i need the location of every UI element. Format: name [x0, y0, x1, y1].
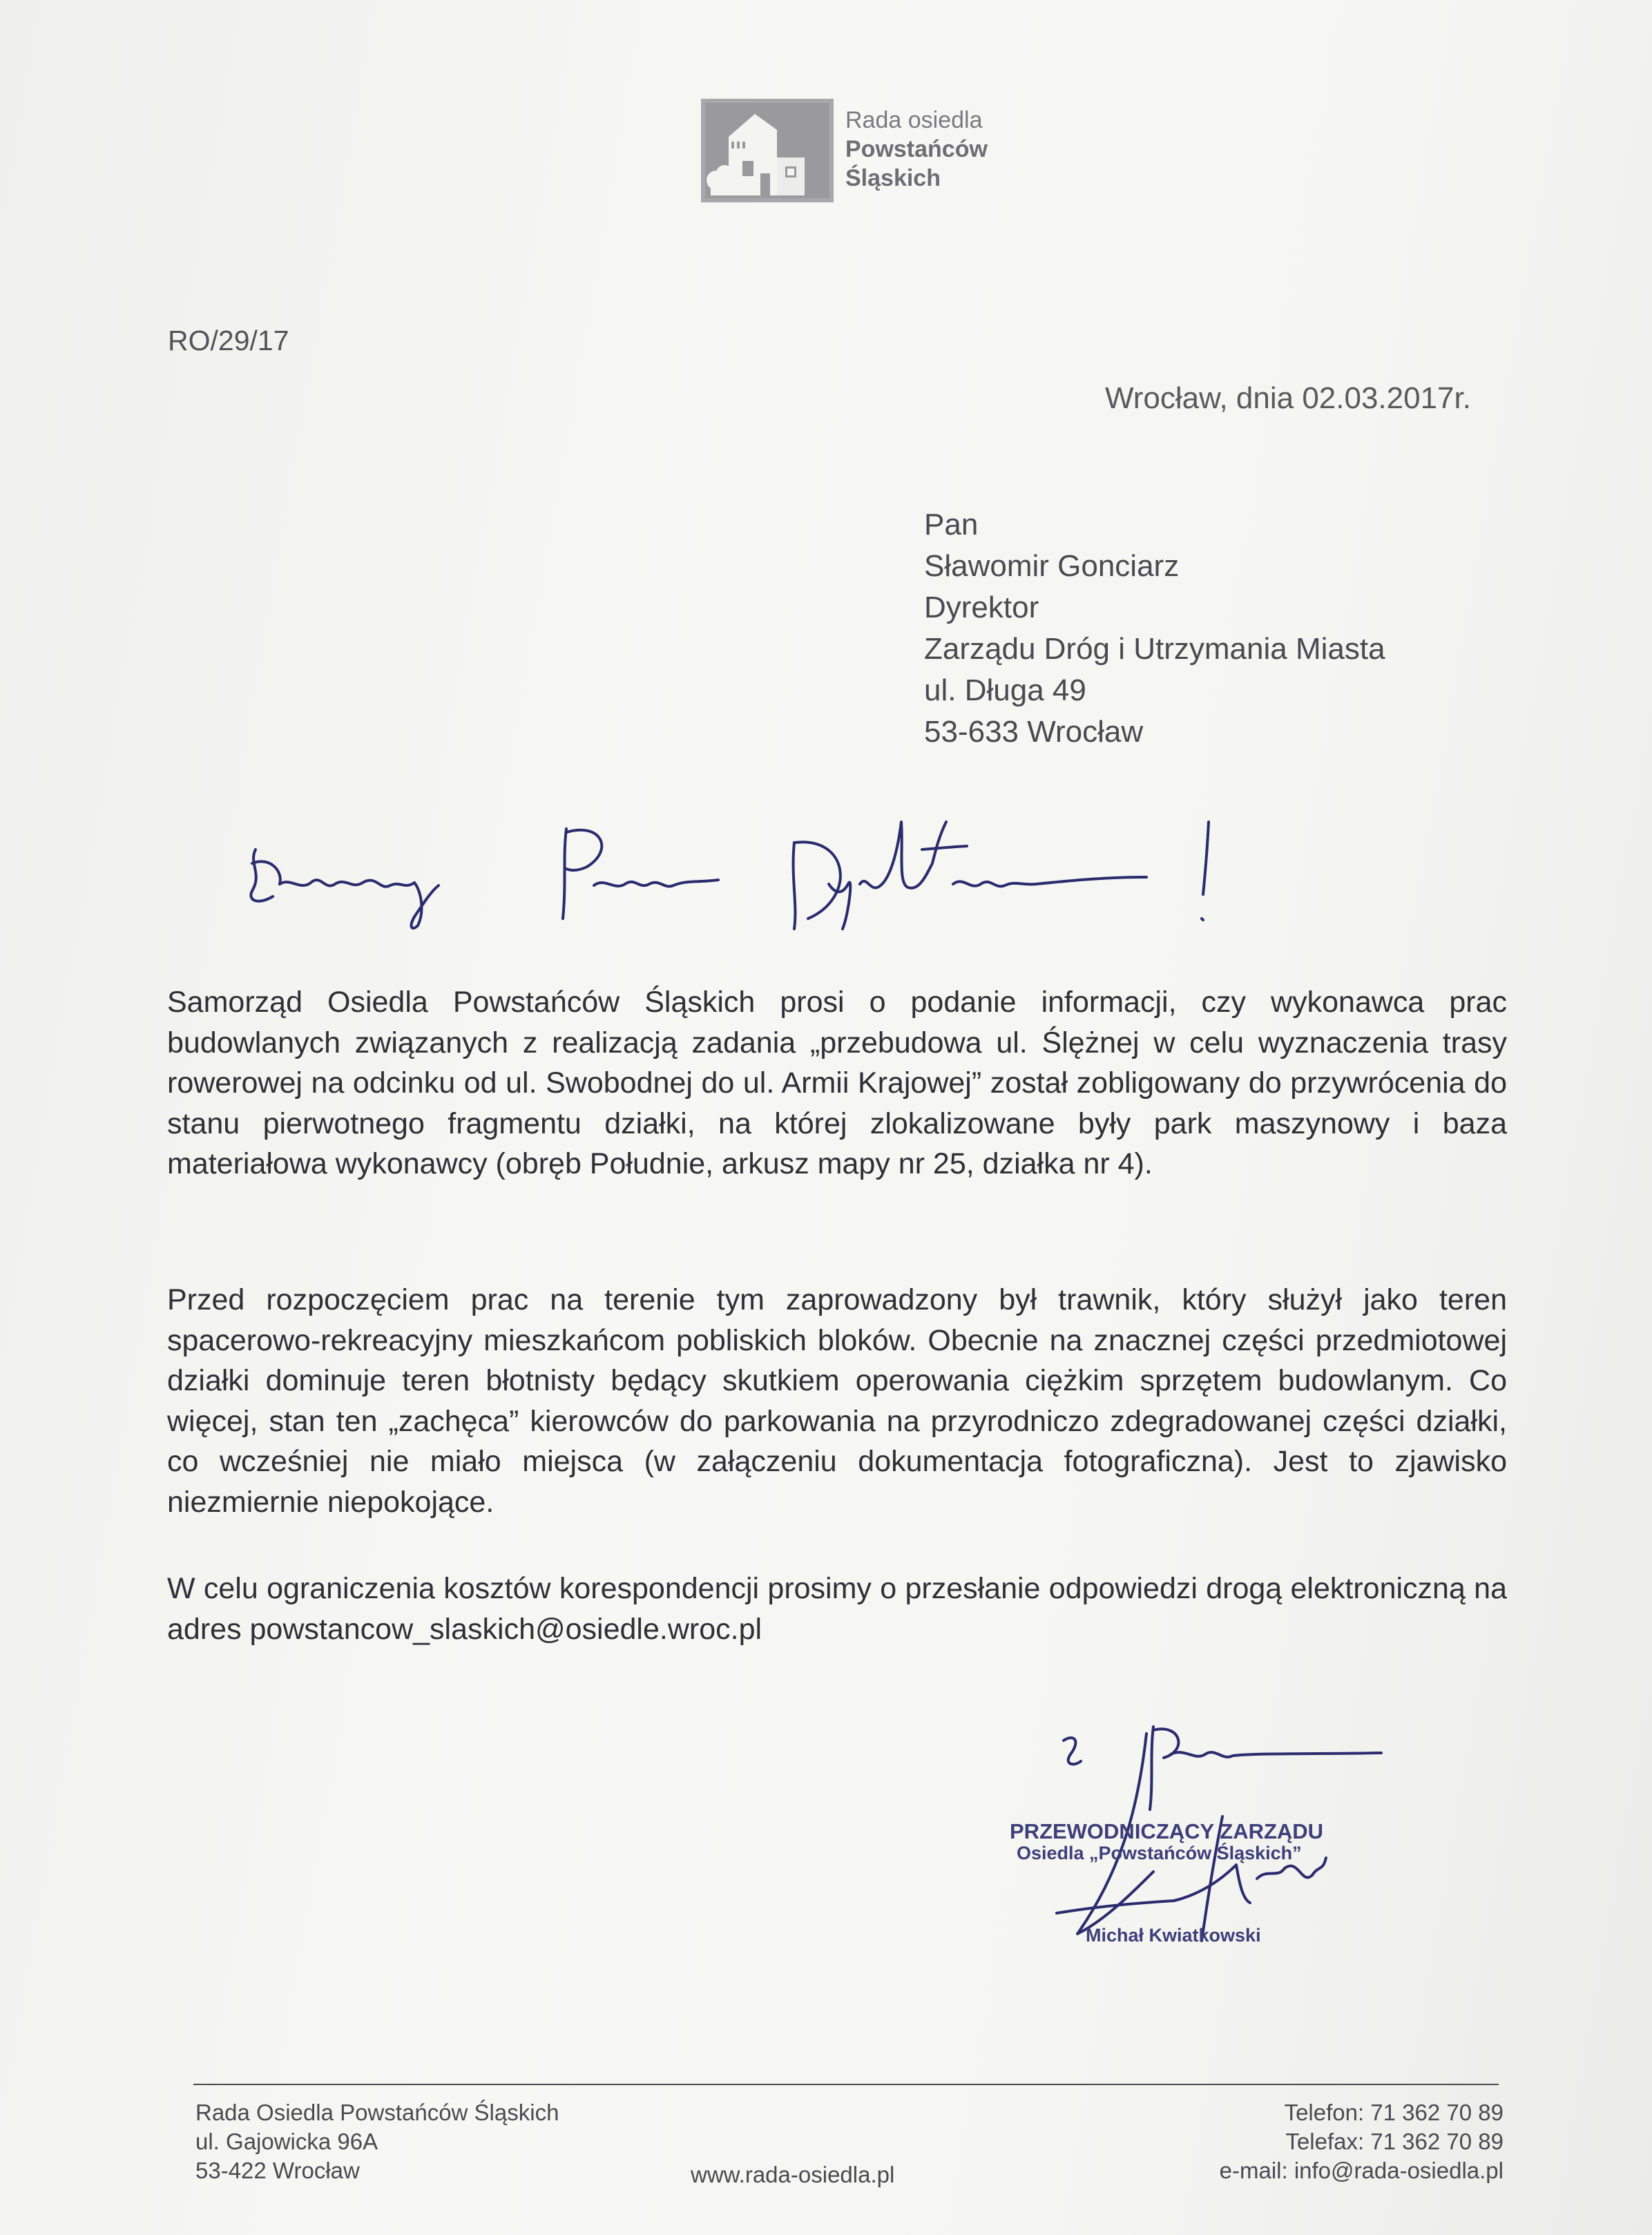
footer-email: e-mail: info@rada-osiedla.pl: [1219, 2158, 1504, 2183]
recipient-line: Zarządu Dróg i Utrzymania Miasta: [924, 632, 1385, 666]
footer-org: Rada Osiedla Powstańców Śląskich: [195, 2100, 559, 2125]
footer-phone: Telefon: 71 362 70 89: [1284, 2100, 1504, 2125]
house-logo-icon: [701, 99, 834, 204]
body-paragraph: Przed rozpoczęciem prac na terenie tym zaprowadzony był trawnik, który służył jako teren spacerowo-rekreacyjny mieszkańcom pobliskich bloków. Obecnie na znacznej części przedmiotowej działki dominuje teren błotnisty będący skutkiem operowania ciężkim sprzętem budowlanym. Co więcej, stan ten „zachęca” kierowców do parkowania na przyrodniczo zdegradowanej części działki, co wcześniej nie miało miejsca (w załączeniu dokumentacja fotograficzna). Jest to zjawisko niezmiernie niepokojące.: [167, 1283, 1507, 1519]
footer-website: www.rada-osiedla.pl: [691, 2162, 895, 2187]
reference-number: RO/29/17: [168, 325, 289, 356]
handwritten-salutation: [242, 808, 1243, 939]
recipient-line: Dyrektor: [924, 591, 1039, 624]
footer-city: 53-422 Wrocław: [195, 2158, 360, 2183]
logo-text: [845, 106, 988, 193]
recipient-address: [924, 504, 1385, 753]
letter-date: Wrocław, dnia 02.03.2017r.: [1105, 381, 1471, 415]
recipient-line: Sławomir Gonciarz: [924, 549, 1180, 583]
footer-address: [195, 2098, 559, 2185]
official-stamp: [1010, 1819, 1323, 1946]
body-paragraph: W celu ograniczenia kosztów korespondencji prosimy o przesłanie odpowiedzi drogą elektroniczną na adres powstancow_slaskich@osiedle.wroc.pl: [167, 1572, 1507, 1646]
stamp-title: PRZEWODNICZĄCY ZARZĄDU: [1010, 1819, 1324, 1843]
recipient-line: Pan: [924, 508, 979, 541]
body-paragraph: Samorząd Osiedla Powstańców Śląskich prosi o podanie informacji, czy wykonawca prac budowlanych związanych z realizacją zadania „przebudowa ul. Ślężnej w celu wyznaczenia trasy rowerowej na odcinku od ul. Swobodnej do ul. Armii Krajowej” został zobligowany do przywrócenia do stanu pierwotnego fragmentu działki, na której zlokalizowane były park maszynowy i baza materiałowa wykonawcy (obręb Południe, arkusz mapy nr 25, działka nr 4).: [167, 986, 1507, 1180]
recipient-line: ul. Długa 49: [924, 673, 1086, 707]
footer-fax: Telefax: 71 362 70 89: [1285, 2129, 1504, 2154]
logo-line-1: Rada osiedla: [845, 107, 983, 133]
stamp-organization: Osiedla „Powstańców Śląskich”: [1017, 1843, 1302, 1863]
footer-divider: [193, 2084, 1499, 2085]
recipient-line: 53-633 Wrocław: [924, 715, 1144, 749]
logo-line-2: Powstańców: [845, 136, 988, 162]
stamp-name: Michał Kwiatkowski: [1086, 1925, 1261, 1946]
logo-line-3: Śląskich: [845, 165, 941, 191]
footer-street: ul. Gajowicka 96A: [195, 2129, 378, 2154]
footer-contact: [1220, 2098, 1504, 2185]
